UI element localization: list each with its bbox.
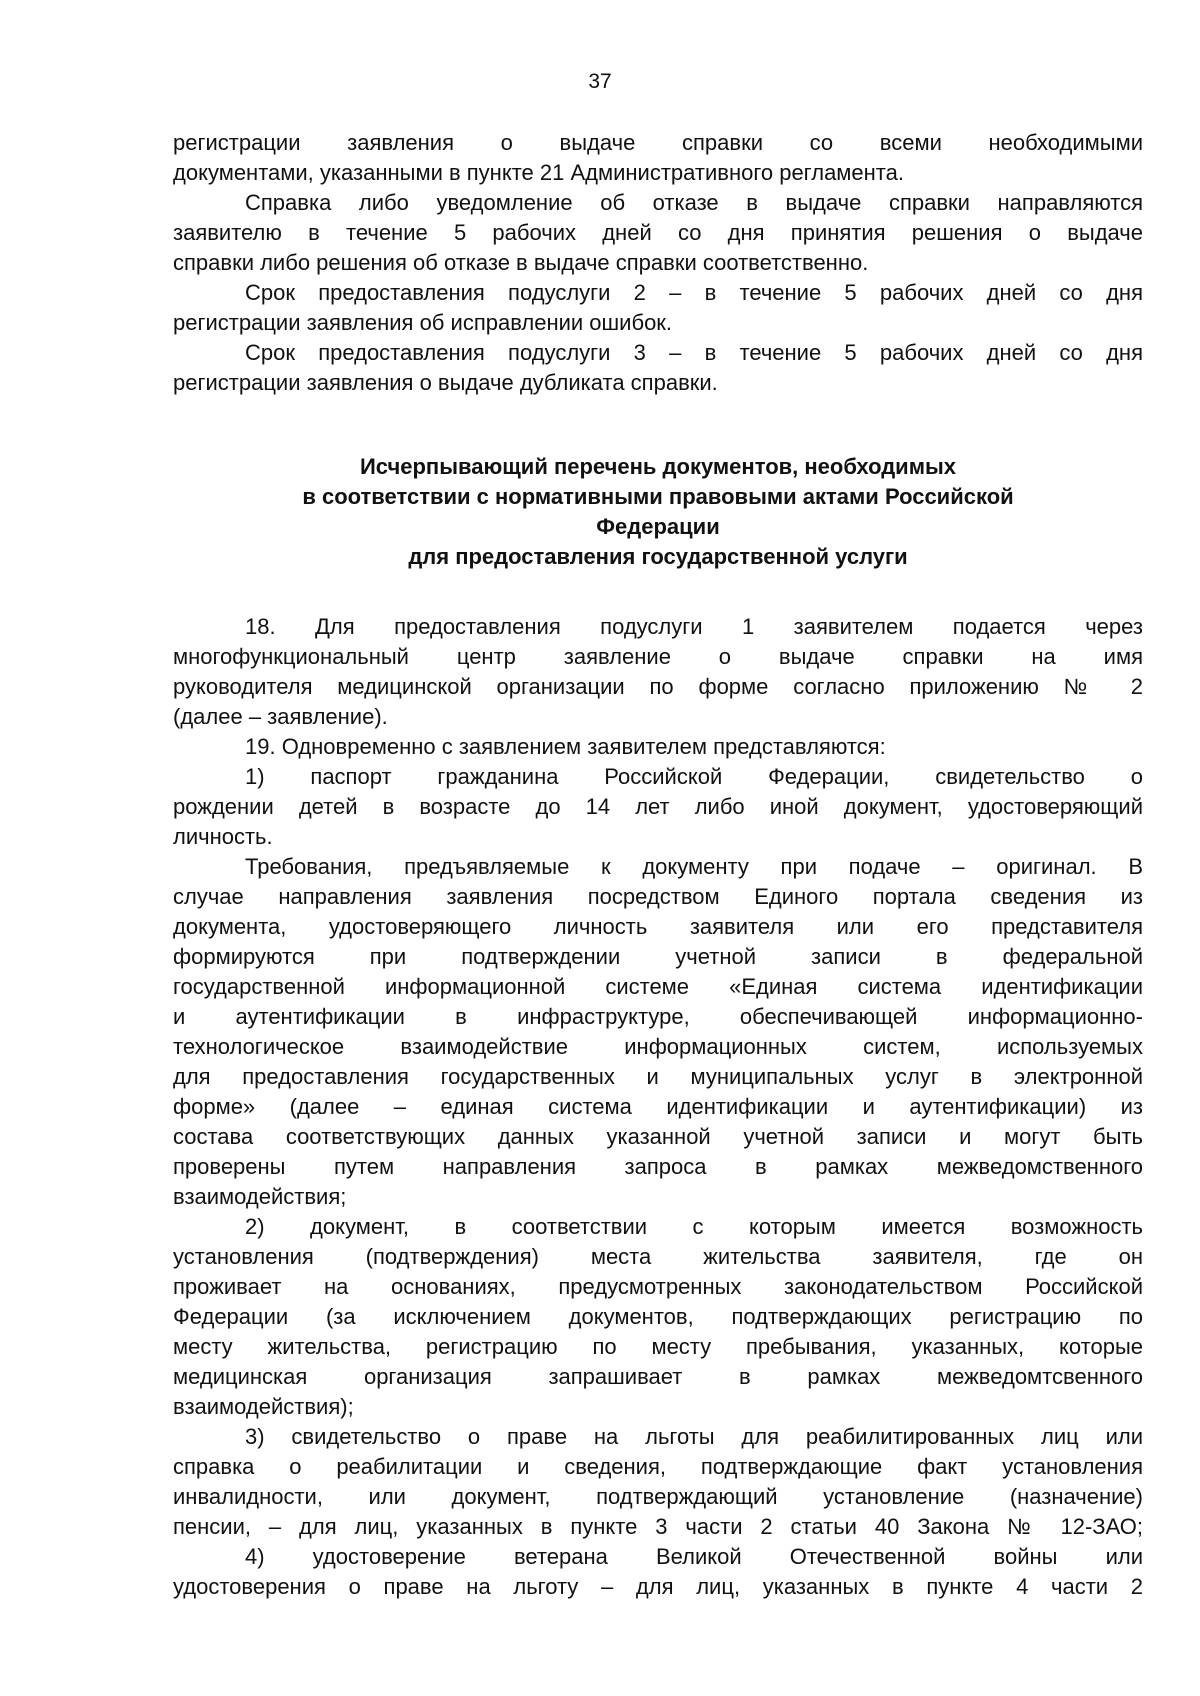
paragraph-line: медицинская организация запрашивает в рамках межведомтсвенного	[173, 1364, 1143, 1389]
paragraph-line: пенсии, – для лиц, указанных в пункте 3 части 2 статьи 40 Закона № 12-ЗАО;	[173, 1514, 1143, 1539]
top-text-block	[173, 128, 1143, 398]
paragraph-line: Требования, предъявляемые к документу при подаче – оригинал. В	[245, 854, 1143, 879]
paragraph-line: 2) документ, в соответствии с которым имеется возможность	[245, 1214, 1143, 1239]
paragraph-line: Справка либо уведомление об отказе в выдаче справки направляются	[245, 190, 1143, 215]
paragraph-line: для предоставления государственных и муниципальных услуг в электронной	[173, 1064, 1143, 1089]
paragraph-line: 1) паспорт гражданина Российской Федерации, свидетельство о	[245, 764, 1143, 789]
paragraph-line: Федерации (за исключением документов, подтверждающих регистрацию по	[173, 1304, 1143, 1329]
paragraph-line: 3) свидетельство о праве на льготы для реабилитированных лиц или	[245, 1424, 1143, 1449]
paragraph-line: справка о реабилитации и сведения, подтверждающие факт установления	[173, 1454, 1143, 1479]
paragraph-line: многофункциональный центр заявление о выдаче справки на имя	[173, 644, 1143, 669]
paragraph-line: установления (подтверждения) места жительства заявителя, где он	[173, 1244, 1143, 1269]
paragraph-line: форме» (далее – единая система идентификации и аутентификации) из	[173, 1094, 1143, 1119]
paragraph-line: 19. Одновременно с заявлением заявителем представляются:	[245, 734, 886, 759]
paragraph-line: регистрации заявления о выдаче справки со всеми необходимыми	[173, 130, 1143, 155]
paragraph-line: Срок предоставления подуслуги 2 – в течение 5 рабочих дней со дня	[245, 280, 1143, 305]
page-number: 37	[588, 70, 612, 93]
paragraph-line: и аутентификации в инфраструктуре, обеспечивающей информационно-	[173, 1004, 1143, 1029]
paragraph-line: месту жительства, регистрацию по месту пребывания, указанных, которые	[173, 1334, 1143, 1359]
paragraph-line: Срок предоставления подуслуги 3 – в течение 5 рабочих дней со дня	[245, 340, 1143, 365]
section-heading	[173, 452, 1143, 572]
paragraph-line: рождении детей в возрасте до 14 лет либо иной документ, удостоверяющий	[173, 794, 1143, 819]
paragraph-line: (далее – заявление).	[173, 704, 388, 729]
paragraph-line: формируются при подтверждении учетной записи в федеральной	[173, 944, 1143, 969]
paragraph-line: инвалидности, или документ, подтверждающий установление (назначение)	[173, 1484, 1143, 1509]
heading-line: в соответствии с нормативными правовыми актами Российской	[302, 484, 1014, 509]
paragraph-line: взаимодействия;	[173, 1184, 347, 1209]
paragraph-line: личность.	[173, 824, 273, 849]
paragraph-line: 4) удостоверение ветерана Великой Отечественной войны или	[245, 1544, 1143, 1569]
heading-line: Федерации	[596, 514, 720, 539]
paragraph-line: справки либо решения об отказе в выдаче справки соответственно.	[173, 250, 869, 275]
paragraph-line: государственной информационной системе «Единая система идентификации	[173, 974, 1143, 999]
paragraph-line: документа, удостоверяющего личность заявителя или его представителя	[173, 914, 1143, 939]
paragraph-line: регистрации заявления о выдаче дубликата справки.	[173, 370, 718, 395]
body-text-block	[173, 612, 1143, 1602]
heading-line: для предоставления государственной услуги	[408, 544, 908, 569]
paragraph-line: состава соответствующих данных указанной учетной записи и могут быть	[173, 1124, 1143, 1149]
paragraph-line: взаимодействия);	[173, 1394, 354, 1419]
paragraph-line: 18. Для предоставления подуслуги 1 заявителем подается через	[245, 614, 1143, 639]
paragraph-line: проверены путем направления запроса в рамках межведомственного	[173, 1154, 1143, 1179]
paragraph-line: документами, указанными в пункте 21 Административного регламента.	[173, 160, 904, 185]
paragraph-line: проживает на основаниях, предусмотренных законодательством Российской	[173, 1274, 1143, 1299]
paragraph-line: случае направления заявления посредством Единого портала сведения из	[173, 884, 1143, 909]
paragraph-line: руководителя медицинской организации по форме согласно приложению № 2	[173, 674, 1143, 699]
paragraph-line: удостоверения о праве на льготу – для лиц, указанных в пункте 4 части 2	[173, 1574, 1143, 1599]
paragraph-line: технологическое взаимодействие информационных систем, используемых	[173, 1034, 1143, 1059]
paragraph-line: заявителю в течение 5 рабочих дней со дня принятия решения о выдаче	[173, 220, 1143, 245]
heading-line: Исчерпывающий перечень документов, необходимых	[359, 454, 957, 479]
paragraph-line: регистрации заявления об исправлении ошибок.	[173, 310, 673, 335]
